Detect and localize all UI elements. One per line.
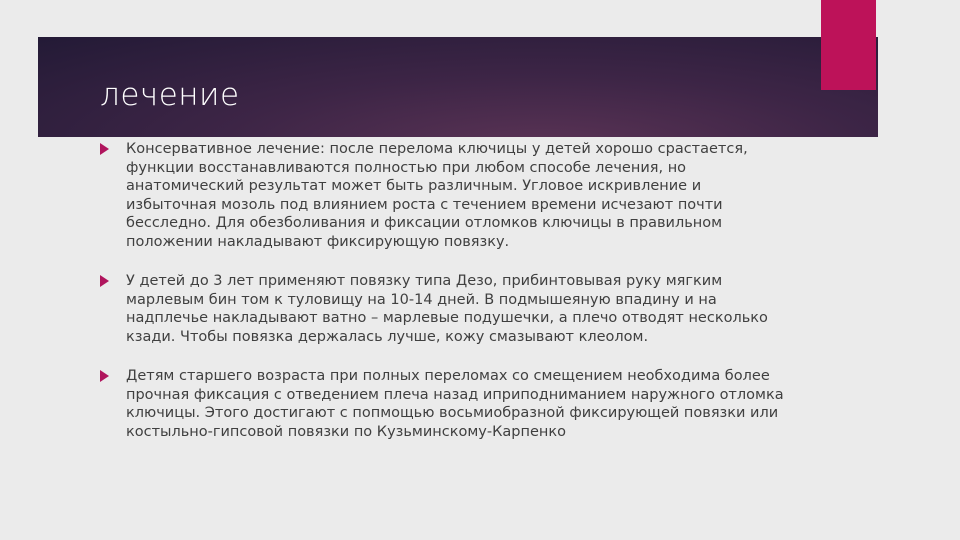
triangle-right-icon <box>100 143 109 155</box>
bullet-text: Консервативное лечение: после перелома ключицы у детей хорошо срастается, функции восстанавливаются полностью при любом способе лечения, но анатомический результат может быть различным. Угловое искривление и избыточная мозоль под влиянием роста с течением времени исчезают почти бесследно. Для обезболивания и фиксации отломков ключицы в правильном положении накладывают фиксирующую повязку. <box>126 141 748 250</box>
bullet-text: Детям старшего возраста при полных переломах со смещением необходима более прочная фиксация с отведением плеча назад иприподниманием наружного отломка ключицы. Этого достигают с попмощью восьмиобразной фиксирующей повязки или костыльно-гипсовой повязки по Кузьминскому-Карпенко <box>126 368 784 440</box>
slide-title: лечение <box>100 77 240 113</box>
triangle-right-icon <box>100 370 109 382</box>
list-item <box>100 272 790 346</box>
bullet-text: У детей до 3 лет применяют повязку типа Дезо, прибинтовывая руку мягким марлевым бин том к туловищу на 10-14 дней. В подмышеяную впадину и на надплечье накладывают ватно – марлевые подушечки, а плечо отводят несколько кзади. Чтобы повязка держалась лучше, кожу смазывают клеолом. <box>126 273 768 345</box>
bullet-list <box>100 140 790 462</box>
list-item <box>100 367 790 441</box>
triangle-right-icon <box>100 275 109 287</box>
accent-bar <box>821 0 876 90</box>
list-item <box>100 140 790 251</box>
